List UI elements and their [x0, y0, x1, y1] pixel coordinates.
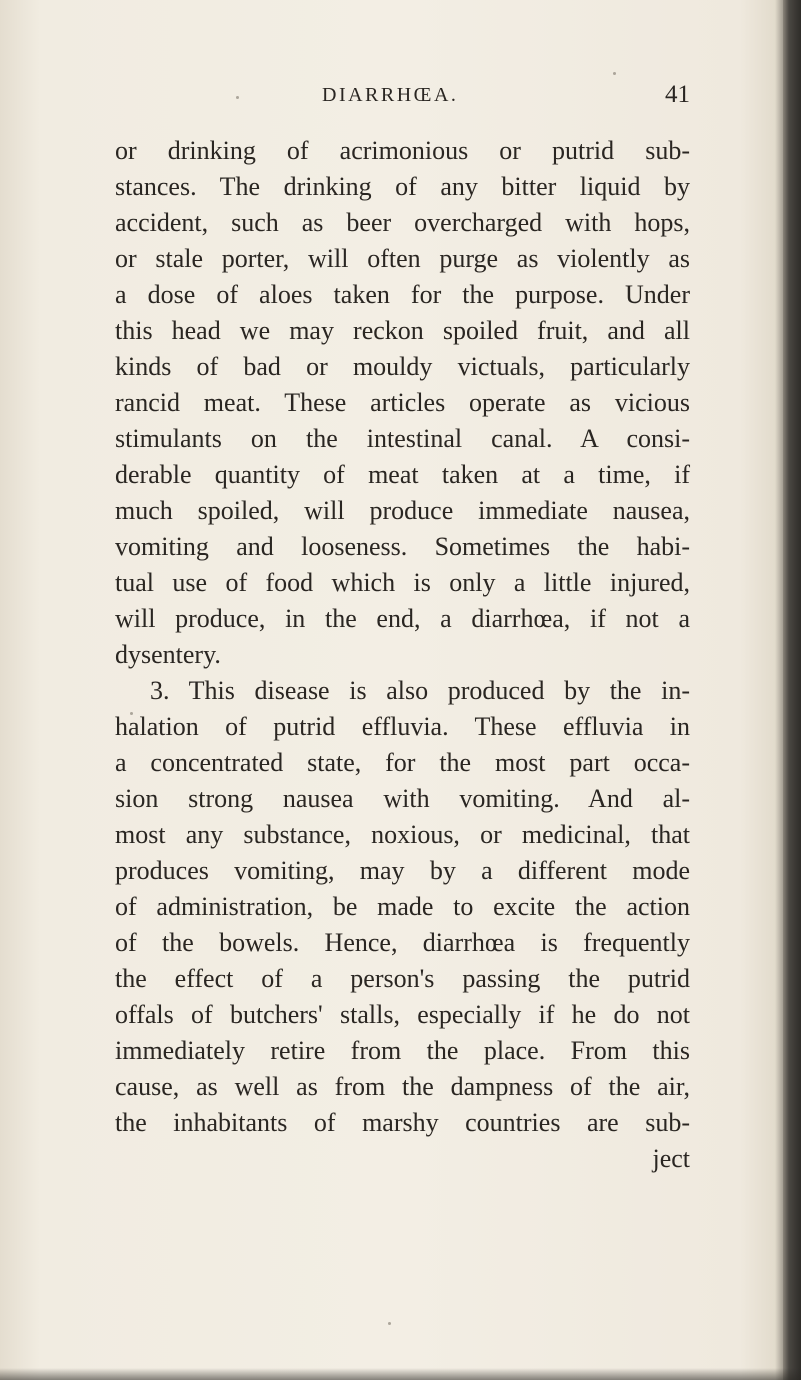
text-line: this head we may reckon spoiled fruit, and all — [115, 316, 690, 345]
text-line: rancid meat. These articles operate as vicious — [115, 388, 690, 417]
page-number: 41 — [665, 81, 690, 108]
text-line: the effect of a person's passing the putrid — [115, 964, 690, 993]
running-head — [115, 81, 690, 114]
body-text — [115, 133, 690, 1177]
text-line: stimulants on the intestinal canal. A consi- — [115, 424, 690, 453]
paragraph-first-line: 3. This disease is also produced by the in- — [150, 676, 690, 705]
text-line: offals of butchers' stalls, especially if he do not — [115, 1000, 690, 1029]
text-line: cause, as well as from the dampness of the air, — [115, 1072, 690, 1101]
catchword: ject — [652, 1144, 690, 1173]
text-line: or drinking of acrimonious or putrid sub- — [115, 136, 690, 165]
text-line: kinds of bad or mouldy victuals, particularly — [115, 352, 690, 381]
text-line: stances. The drinking of any bitter liquid by — [115, 172, 690, 201]
text-line: most any substance, noxious, or medicinal, that — [115, 820, 690, 849]
text-line: a concentrated state, for the most part occa- — [115, 748, 690, 777]
text-line: of the bowels. Hence, diarrhœa is frequently — [115, 928, 690, 957]
text-line: produces vomiting, may by a different mode — [115, 856, 690, 885]
text-line: halation of putrid effluvia. These effluvia in — [115, 712, 690, 741]
text-line: dysentery. — [115, 640, 221, 669]
text-line: will produce, in the end, a diarrhœa, if not a — [115, 604, 690, 633]
text-line: sion strong nausea with vomiting. And al- — [115, 784, 690, 813]
text-line: derable quantity of meat taken at a time, if — [115, 460, 690, 489]
text-line: accident, such as beer overcharged with hops, — [115, 208, 690, 237]
text-line: much spoiled, will produce immediate nausea, — [115, 496, 690, 525]
text-line: a dose of aloes taken for the purpose. Under — [115, 280, 690, 309]
page-bottom-edge — [0, 1368, 801, 1380]
text-line: or stale porter, will often purge as violently as — [115, 244, 690, 273]
text-line: immediately retire from the place. From this — [115, 1036, 690, 1065]
page-speck — [388, 1322, 391, 1325]
page-speck — [613, 72, 616, 75]
text-line: vomiting and looseness. Sometimes the habi- — [115, 532, 690, 561]
book-spine-shadow — [783, 0, 801, 1380]
text-line: tual use of food which is only a little injured, — [115, 568, 690, 597]
text-line: of administration, be made to excite the action — [115, 892, 690, 921]
running-head-title: DIARRHŒA. — [322, 84, 459, 106]
text-line: the inhabitants of marshy countries are sub- — [115, 1108, 690, 1137]
